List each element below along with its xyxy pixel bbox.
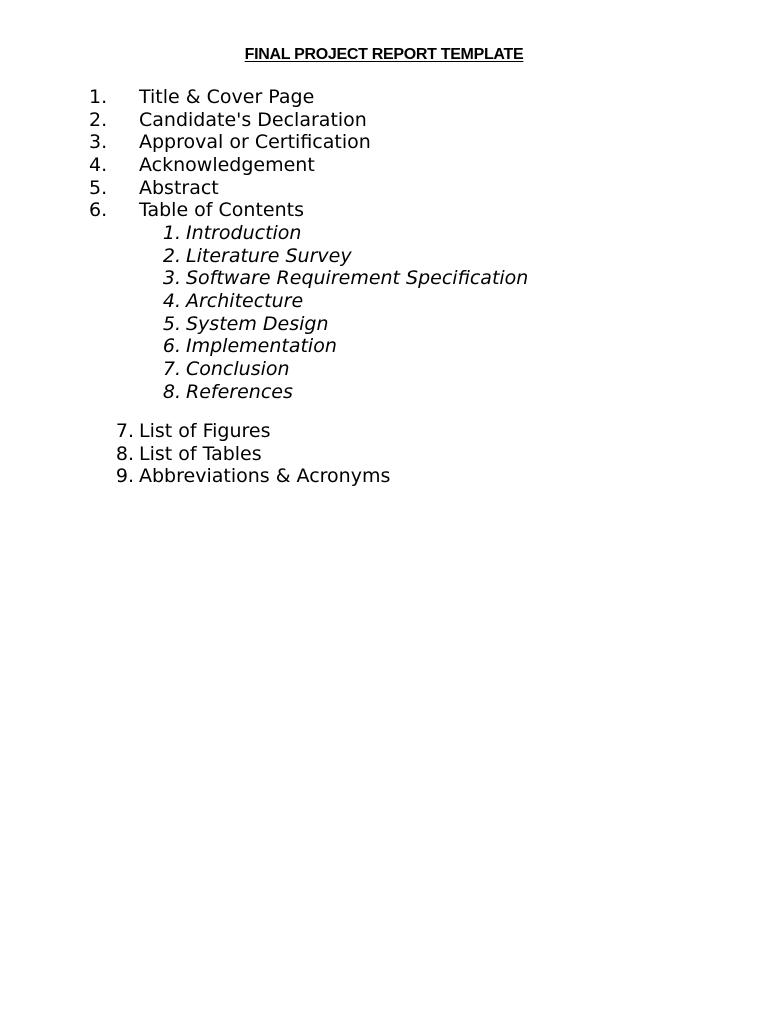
item-label: System Design [186,312,329,335]
item-label: Conclusion [186,358,290,381]
item-label: List of Figures [139,420,271,442]
item-number: 1. [89,86,108,108]
item-number: 4. [89,154,108,177]
item-label: Acknowledgement [139,154,315,177]
item-number: 7. [162,358,181,381]
item-label: Literature Survey [186,244,352,267]
item-number: 5. [162,312,181,335]
item-number: 6. [162,335,181,358]
item-number: 2. [89,108,108,131]
item-number: 2. [162,244,181,267]
item-number: 6. [89,199,108,222]
item-label: Software Requirement Specification [186,267,529,290]
item-number: 8. [115,442,134,465]
item-label: Abbreviations & Acronyms [139,465,391,488]
item-number: 1. [162,222,181,244]
item-label: Implementation [186,335,337,358]
item-number: 9. [115,465,134,488]
item-label: Introduction [186,222,302,244]
item-label: References [186,380,293,403]
item-label: Architecture [186,290,304,313]
item-label: Table of Contents [139,199,304,222]
item-number: 8. [162,380,181,403]
item-number: 7. [115,420,134,442]
page-title: FINAL PROJECT REPORT TEMPLATE [244,46,524,63]
item-label: List of Tables [139,442,262,465]
item-number: 3. [89,131,108,154]
item-number: 3. [162,267,181,290]
item-number: 4. [162,290,181,313]
item-label: Candidate's Declaration [139,108,367,131]
item-number: 5. [89,176,108,199]
item-label: Title & Cover Page [139,86,315,108]
item-label: Abstract [139,176,219,199]
item-label: Approval or Certification [139,131,371,154]
